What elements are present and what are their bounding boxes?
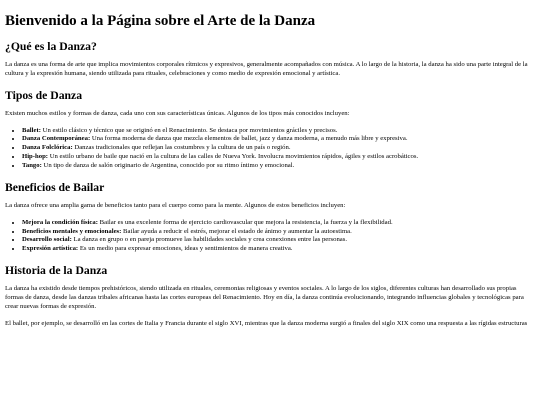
list-tipos bbox=[5, 127, 535, 171]
section-intro-tipos: Existen muchos estilos y formas de danza, cada uno con sus características únicas. Algunos de los tipos más conocidos incluyen: bbox=[5, 109, 350, 117]
list-item-term: Hip-hop: bbox=[22, 153, 49, 161]
list-item bbox=[22, 144, 535, 153]
list-item-text: Un estilo clásico y técnico que se originó en el Renacimiento. Se destaca por movimientos gráciles y precisos. bbox=[40, 126, 338, 134]
section-paragraph-historia-2: El ballet, por ejemplo, se desarrolló en las cortes de Italia y Francia durante el siglo XVI, mientras que la danza moderna surgió a finales del siglo XIX como una respuesta a las rígidas estructuras bbox=[5, 319, 528, 327]
section-paragraph-historia-1: La danza ha existido desde tiempos prehistóricos, siendo utilizada en rituales, ceremonias religiosas y eventos sociales. A lo largo de los siglos, diferentes culturas han desarrollado sus propias formas de danza, desde las danzas tribales africanas hasta las cortes europeas del Renacimiento. Hoy en día, la danza continúa evolucionando, integrando influencias globales y tecnológicas para crear nuevas formas de expresión. bbox=[5, 285, 524, 310]
list-item-text: Una forma moderna de danza que mezcla elementos de ballet, jazz y danza moderna, a menudo más libre y expresiva. bbox=[90, 135, 408, 143]
list-item-term: Mejora la condición física: bbox=[22, 218, 98, 226]
list-item-term: Beneficios mentales y emocionales: bbox=[22, 227, 122, 235]
section-heading-que-es: ¿Qué es la Danza? bbox=[5, 40, 97, 53]
page-title: Bienvenido a la Página sobre el Arte de la Danza bbox=[5, 13, 316, 29]
list-item bbox=[22, 219, 535, 228]
list-item-term: Ballet: bbox=[22, 126, 41, 134]
list-item-text: Bailar ayuda a reducir el estrés, mejorar el estado de ánimo y aumentar la autoestima. bbox=[121, 227, 352, 235]
list-item bbox=[22, 162, 535, 171]
list-item-text: Es un medio para expresar emociones, ideas y sentimientos de manera creativa. bbox=[78, 245, 293, 253]
section-heading-tipos: Tipos de Danza bbox=[5, 88, 83, 102]
section-intro-beneficios: La danza ofrece una amplia gama de beneficios tanto para el cuerpo como para la mente. Algunos de estos beneficios incluyen: bbox=[5, 201, 346, 209]
list-item-term: Tango: bbox=[22, 161, 42, 169]
list-item-term: Desarrollo social: bbox=[22, 236, 72, 244]
section-paragraph-que-es: La danza es una forma de arte que implica movimientos corporales rítmicos y expresivos, generalmente acompañados con música. A lo largo de la historia, la danza ha sido una parte integral de la cultura y la expresión humana, siendo utilizada para rituales, celebraciones y como medio de expresión emocional y artística. bbox=[5, 61, 528, 77]
list-beneficios bbox=[5, 219, 535, 254]
list-item-text: Un estilo urbano de baile que nació en la cultura de las calles de Nueva York. Involucra movimientos rápidos, ágiles y estilos acrobáticos. bbox=[48, 153, 419, 161]
list-item bbox=[22, 127, 535, 136]
list-item-text: Bailar es una excelente forma de ejercicio cardiovascular que mejora la resistencia, la fuerza y la flexibilidad. bbox=[97, 218, 393, 226]
list-item bbox=[22, 153, 535, 162]
list-item-text: Danzas tradicionales que reflejan las costumbres y la cultura de un país o región. bbox=[72, 144, 291, 152]
list-item bbox=[22, 135, 535, 144]
list-item bbox=[22, 245, 535, 254]
list-item-text: La danza en grupo o en pareja promueve las habilidades sociales y crea conexiones entre las personas. bbox=[71, 236, 348, 244]
list-item-term: Danza Contemporánea: bbox=[22, 135, 91, 143]
list-item-text: Un tipo de danza de salón originario de Argentina, conocido por su ritmo íntimo y emocional. bbox=[41, 161, 295, 169]
list-item-term: Danza Folclórica: bbox=[22, 144, 73, 152]
list-item-term: Expresión artística: bbox=[22, 245, 79, 253]
list-item bbox=[22, 236, 535, 245]
list-item bbox=[22, 228, 535, 237]
section-heading-historia: Historia de la Danza bbox=[5, 264, 108, 278]
section-heading-beneficios: Beneficios de Bailar bbox=[5, 180, 105, 194]
